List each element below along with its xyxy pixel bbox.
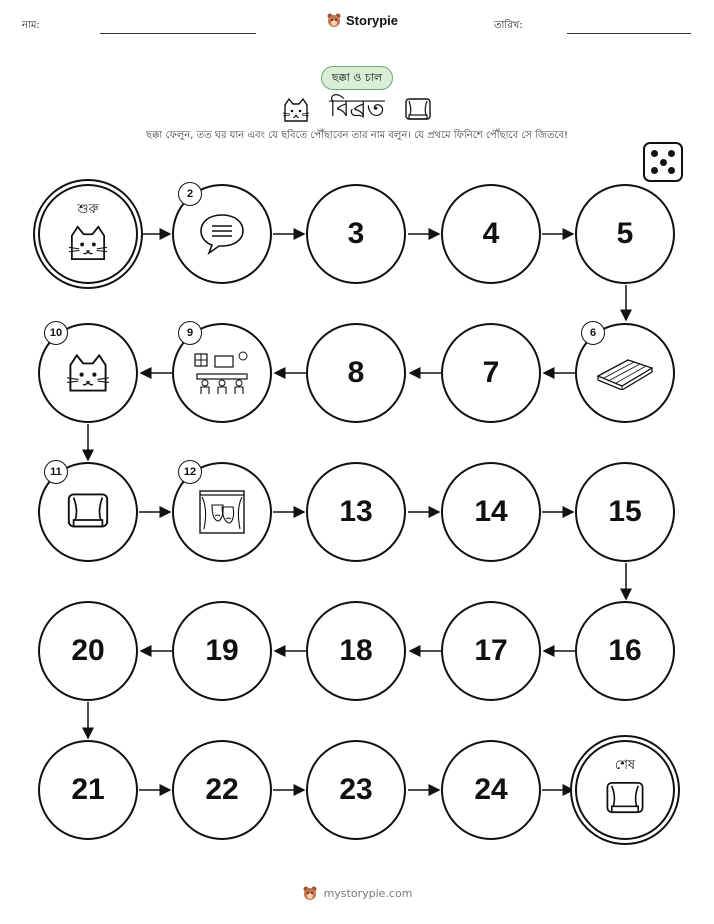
board-cell-8: [306, 323, 406, 423]
classroom-icon: [193, 350, 251, 396]
cell-number-badge: 12: [178, 460, 202, 484]
board-cell-18: [306, 601, 406, 701]
game-type-badge: ছক্কা ও চাল: [321, 66, 393, 90]
board-cell-4: [441, 184, 541, 284]
board-cell-10: [38, 323, 138, 423]
cell-number-badge: 10: [44, 321, 68, 345]
cell-number: 21: [71, 773, 105, 806]
cell-number: 18: [339, 634, 373, 667]
end-label: শেষ: [614, 758, 636, 773]
cell-number: 13: [339, 495, 373, 528]
board-cell-7: [441, 323, 541, 423]
board-cell-end: [575, 740, 675, 840]
cell-number-badge: 6: [581, 321, 605, 345]
cell-number: 15: [608, 495, 642, 528]
page-title: বিব্রত: [329, 94, 385, 122]
cell-number: 7: [482, 356, 500, 389]
board-cell-11: [38, 462, 138, 562]
footer: [0, 885, 714, 901]
cell-number-badge: 2: [178, 182, 202, 206]
cell-number: 8: [347, 356, 365, 389]
board-cell-5: [575, 184, 675, 284]
cat-icon: [64, 352, 112, 394]
cat-icon: [66, 223, 110, 263]
date-label: তারিখ:: [494, 20, 523, 31]
brand-name: Storypie: [346, 12, 399, 28]
stage-icon: [64, 491, 112, 533]
bear-mascot-icon: [302, 885, 318, 901]
start-label: শুরু: [77, 202, 99, 217]
instructions: ছক্কা ফেলুন, তত ঘর যান এবং যে ছবিতে পৌঁছাবেন তার নাম বলুন। যে প্রথমে ফিনিশে পৌঁছাবে সে জিতবে!: [145, 130, 569, 141]
board-cell-23: [306, 740, 406, 840]
board-cell-3: [306, 184, 406, 284]
cell-number: 14: [474, 495, 508, 528]
cell-number: 24: [474, 773, 508, 806]
board-cell-12: [172, 462, 272, 562]
footer-site-link[interactable]: mystorypie.com: [323, 886, 413, 900]
cell-number: 3: [347, 217, 365, 250]
board-cell-14: [441, 462, 541, 562]
board-cell-22: [172, 740, 272, 840]
board-cell-24: [441, 740, 541, 840]
board-cell-20: [38, 601, 138, 701]
board-cell-17: [441, 601, 541, 701]
board-cell-9: [172, 323, 272, 423]
name-label: নাম:: [22, 20, 40, 31]
cell-number: 23: [339, 773, 373, 806]
theater-masks-icon: [198, 489, 246, 535]
wooden-floor-icon: [596, 356, 654, 390]
cell-number-badge: 11: [44, 460, 68, 484]
board-cell-start: [38, 184, 138, 284]
board-cell-15: [575, 462, 675, 562]
cell-number: 19: [205, 634, 239, 667]
cell-number: 20: [71, 634, 105, 667]
cell-number: 16: [608, 634, 642, 667]
cell-number-badge: 9: [178, 321, 202, 345]
cell-number: 22: [205, 773, 239, 806]
speech-bubble-icon: [197, 211, 247, 257]
board-cell-6: [575, 323, 675, 423]
cell-number: 4: [482, 217, 500, 250]
cell-number: 17: [474, 634, 508, 667]
board-cell-19: [172, 601, 272, 701]
board-cell-2: [172, 184, 272, 284]
stage-icon: [603, 779, 647, 819]
board-cell-16: [575, 601, 675, 701]
board-cell-21: [38, 740, 138, 840]
cell-number: 5: [616, 217, 634, 250]
board-cell-13: [306, 462, 406, 562]
